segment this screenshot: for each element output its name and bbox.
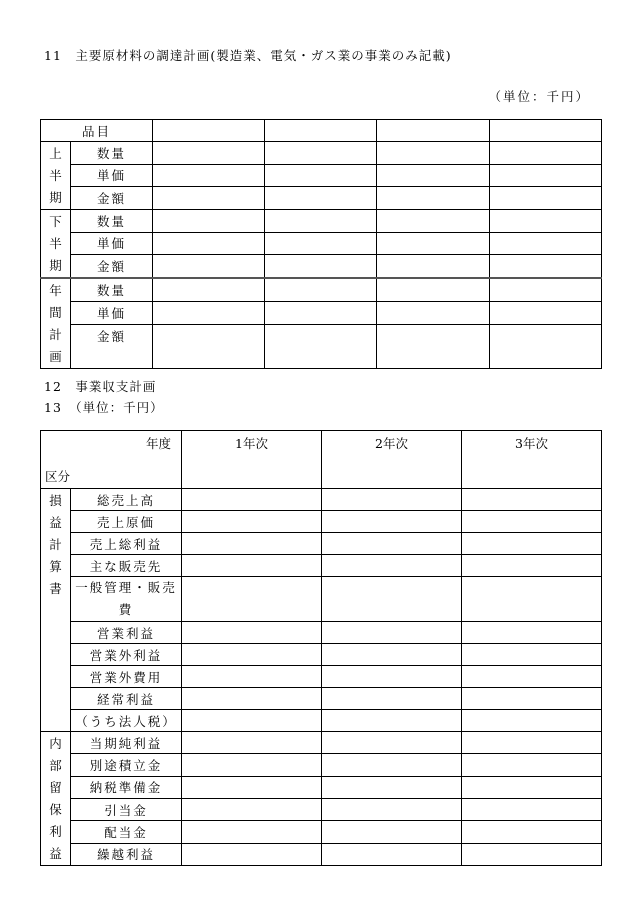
blank-cell xyxy=(462,754,602,776)
blank-cell xyxy=(265,232,377,255)
table-row xyxy=(41,688,602,710)
blank-cell xyxy=(265,301,377,324)
row-label: 売上原価 xyxy=(71,511,182,533)
group-label-annual-plan: 年 間 計 画 xyxy=(41,278,71,369)
table-row xyxy=(41,776,602,798)
blank-cell xyxy=(322,577,462,622)
row-label: 金額 xyxy=(71,187,153,210)
section11-title: 11 主要原材料の調達計画(製造業、電気・ガス業の事業のみ記載) xyxy=(44,48,452,63)
blank-cell xyxy=(322,754,462,776)
blank-cell xyxy=(462,776,602,798)
column-header-year3: 3年次 xyxy=(462,431,602,489)
group-label-second-half: 下 半 期 xyxy=(41,210,71,279)
blank-cell xyxy=(377,255,489,278)
blank-cell xyxy=(462,644,602,666)
unit-label: （単位：千円） xyxy=(488,89,590,104)
table-row xyxy=(41,489,602,511)
blank-cell xyxy=(182,798,322,820)
table-row xyxy=(41,511,602,533)
blank-cell xyxy=(462,732,602,754)
blank-cell xyxy=(182,577,322,622)
group-label-income-statement: 損 益 計 算 書 xyxy=(41,489,71,732)
blank-cell xyxy=(322,710,462,732)
raw-material-procurement-table xyxy=(40,119,602,369)
blank-cell xyxy=(153,120,265,142)
blank-cell xyxy=(462,710,602,732)
blank-cell xyxy=(322,644,462,666)
blank-cell xyxy=(322,821,462,843)
blank-cell xyxy=(153,210,265,233)
table-row xyxy=(41,843,602,865)
row-label: 営業外費用 xyxy=(71,666,182,688)
table-row xyxy=(41,164,602,187)
blank-cell xyxy=(182,754,322,776)
blank-cell xyxy=(489,301,601,324)
row-label: 数量 xyxy=(71,210,153,233)
blank-cell xyxy=(265,255,377,278)
table-row xyxy=(41,798,602,820)
header-kubun-label: 区分 xyxy=(45,469,71,484)
blank-cell xyxy=(489,278,601,301)
row-label: 配当金 xyxy=(71,821,182,843)
blank-cell xyxy=(182,776,322,798)
table-row xyxy=(41,555,602,577)
row-label: 一般管理・販売費 xyxy=(71,577,182,622)
table-row xyxy=(41,732,602,754)
row-label: 営業利益 xyxy=(71,622,182,644)
row-label: 経常利益 xyxy=(71,688,182,710)
blank-cell xyxy=(322,732,462,754)
table-row xyxy=(41,187,602,210)
blank-cell xyxy=(182,533,322,555)
row-label: 納税準備金 xyxy=(71,776,182,798)
header-year-label: 年度 xyxy=(145,436,171,451)
blank-cell xyxy=(265,324,377,368)
row-label: 主な販売先 xyxy=(71,555,182,577)
blank-cell xyxy=(489,255,601,278)
blank-cell xyxy=(489,324,601,368)
table-row xyxy=(41,255,602,278)
blank-cell xyxy=(322,533,462,555)
blank-cell xyxy=(153,187,265,210)
blank-cell xyxy=(322,622,462,644)
section13-title: 13 （単位：千円） xyxy=(44,400,164,415)
blank-cell xyxy=(182,666,322,688)
table-row xyxy=(41,577,602,622)
table-row xyxy=(41,644,602,666)
row-label: 営業外利益 xyxy=(71,644,182,666)
blank-cell xyxy=(462,688,602,710)
table-row xyxy=(41,142,602,165)
table-row xyxy=(41,301,602,324)
blank-cell xyxy=(377,301,489,324)
table-row xyxy=(41,278,602,301)
blank-cell xyxy=(462,511,602,533)
column-header-year2: 2年次 xyxy=(322,431,462,489)
blank-cell xyxy=(182,555,322,577)
blank-cell xyxy=(462,622,602,644)
blank-cell xyxy=(489,120,601,142)
blank-cell xyxy=(265,187,377,210)
table-row xyxy=(41,324,602,368)
blank-cell xyxy=(322,511,462,533)
blank-cell xyxy=(265,142,377,165)
blank-cell xyxy=(182,710,322,732)
blank-cell xyxy=(462,577,602,622)
blank-cell xyxy=(153,301,265,324)
blank-cell xyxy=(489,232,601,255)
blank-cell xyxy=(153,164,265,187)
blank-cell xyxy=(377,232,489,255)
row-label: 当期純利益 xyxy=(71,732,182,754)
blank-cell xyxy=(489,187,601,210)
blank-cell xyxy=(322,688,462,710)
blank-cell xyxy=(182,511,322,533)
row-label: 単価 xyxy=(71,301,153,324)
blank-cell xyxy=(377,120,489,142)
section12-title: 12 事業収支計画 xyxy=(44,379,157,394)
blank-cell xyxy=(377,210,489,233)
blank-cell xyxy=(153,232,265,255)
blank-cell xyxy=(182,843,322,865)
row-label: 金額 xyxy=(71,255,153,278)
table-row xyxy=(41,821,602,843)
table-row xyxy=(41,754,602,776)
blank-cell xyxy=(462,821,602,843)
blank-cell xyxy=(322,798,462,820)
blank-cell xyxy=(462,533,602,555)
blank-cell xyxy=(489,164,601,187)
blank-cell xyxy=(153,142,265,165)
table-header-row xyxy=(41,431,602,489)
blank-cell xyxy=(182,489,322,511)
blank-cell xyxy=(377,187,489,210)
blank-cell xyxy=(322,489,462,511)
blank-cell xyxy=(377,142,489,165)
column-header-year1: 1年次 xyxy=(182,431,322,489)
row-label: 引当金 xyxy=(71,798,182,820)
blank-cell xyxy=(377,324,489,368)
table-row xyxy=(41,666,602,688)
row-label: 金額 xyxy=(71,324,153,368)
blank-cell xyxy=(462,798,602,820)
blank-cell xyxy=(153,324,265,368)
blank-cell xyxy=(462,843,602,865)
blank-cell xyxy=(182,622,322,644)
blank-cell xyxy=(489,210,601,233)
blank-cell xyxy=(265,278,377,301)
blank-cell xyxy=(182,688,322,710)
blank-cell xyxy=(377,164,489,187)
row-label: 数量 xyxy=(71,278,153,301)
blank-cell xyxy=(462,666,602,688)
item-header: 品目 xyxy=(41,120,153,142)
blank-cell xyxy=(182,821,322,843)
blank-cell xyxy=(265,210,377,233)
table-row xyxy=(41,622,602,644)
blank-cell xyxy=(322,555,462,577)
blank-cell xyxy=(322,666,462,688)
diagonal-header-cell xyxy=(41,431,182,489)
table-row xyxy=(41,232,602,255)
row-label: 数量 xyxy=(71,142,153,165)
business-income-expenditure-table xyxy=(40,430,602,866)
blank-cell xyxy=(265,120,377,142)
row-label: 単価 xyxy=(71,164,153,187)
blank-cell xyxy=(322,776,462,798)
blank-cell xyxy=(182,732,322,754)
blank-cell xyxy=(265,164,377,187)
blank-cell xyxy=(182,644,322,666)
table-row xyxy=(41,210,602,233)
table-row xyxy=(41,710,602,732)
row-label: 繰越利益 xyxy=(71,843,182,865)
row-label: 別途積立金 xyxy=(71,754,182,776)
blank-cell xyxy=(322,843,462,865)
row-label: 総売上高 xyxy=(71,489,182,511)
group-label-retained-earnings: 内 部 留 保 利 益 xyxy=(41,732,71,866)
row-label: 売上総利益 xyxy=(71,533,182,555)
group-label-first-half: 上 半 期 xyxy=(41,142,71,210)
table-header-row xyxy=(41,120,602,142)
blank-cell xyxy=(153,278,265,301)
blank-cell xyxy=(462,555,602,577)
row-label: （うち法人税） xyxy=(71,710,182,732)
blank-cell xyxy=(489,142,601,165)
row-label: 単価 xyxy=(71,232,153,255)
blank-cell xyxy=(377,278,489,301)
blank-cell xyxy=(153,255,265,278)
blank-cell xyxy=(462,489,602,511)
table-row xyxy=(41,533,602,555)
